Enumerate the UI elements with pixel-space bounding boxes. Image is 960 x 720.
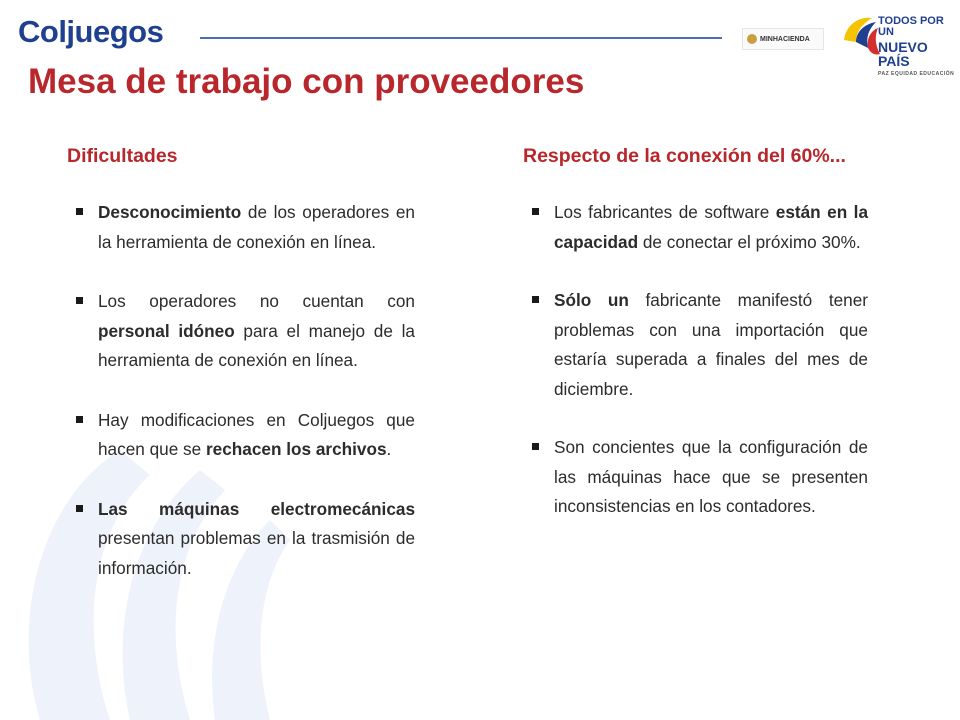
brand-name: Coljuegos (18, 14, 164, 49)
bullet-text: fabricante manifestó tener problemas con una importación que estaría superada a finales del mes de diciembre. (554, 290, 869, 399)
bullet-text: de conectar el próximo 30%. (638, 231, 861, 252)
square-bullet-icon (532, 208, 539, 215)
coljuegos-logo[interactable] (18, 14, 163, 50)
bullet-item (523, 286, 868, 404)
bullet-text: de los operadores en la herramienta de conexión en línea. (98, 202, 415, 252)
square-bullet-icon (76, 416, 83, 423)
bullet-text-bold: Las máquinas electromecánicas (98, 498, 415, 519)
right-heading: Respecto de la conexión del 60%... (523, 145, 846, 167)
left-column (67, 145, 415, 613)
seal-icon (747, 34, 757, 44)
square-bullet-icon (76, 505, 83, 512)
left-heading: Dificultades (67, 145, 178, 167)
bullet-item (523, 433, 868, 522)
bullet-text-bold: Sólo un (554, 290, 629, 310)
bullet-text: para el manejo de la herramienta de conexión en línea. (98, 320, 415, 370)
square-bullet-icon (532, 443, 539, 450)
bullet-text-bold: Desconocimiento (98, 202, 242, 222)
bullet-text-bold: personal idóneo (98, 320, 235, 341)
bullet-text-bold: rechacen los archivos (205, 439, 387, 459)
bullet-item (67, 406, 415, 465)
bullet-text: presentan problemas en la trasmisión de información. (98, 528, 415, 578)
square-bullet-icon (532, 296, 539, 303)
gov-slogan-line2: NUEVO PAÍS (878, 39, 928, 69)
bullet-item (523, 198, 868, 257)
gov-slogan-line3: PAZ EQUIDAD EDUCACIÓN (878, 71, 955, 77)
minhacienda-logo (742, 28, 824, 50)
bullet-text: Los operadores no cuentan con (98, 291, 415, 311)
right-column (523, 145, 868, 551)
bullet-item (67, 287, 415, 376)
bullet-text: Son concientes que la configuración de las máquinas hace que se presenten inconsistencias en los contadores. (554, 437, 868, 516)
bullet-item (67, 495, 415, 584)
minhacienda-label: MINHACIENDA (760, 35, 810, 43)
square-bullet-icon (76, 297, 83, 304)
gov-slogan-line1: TODOS POR UN (878, 15, 944, 38)
right-bullet-list (523, 198, 868, 522)
header-divider (200, 37, 722, 39)
bullet-text: Los fabricantes de software (554, 202, 776, 222)
bullet-item (67, 198, 415, 257)
gov-slogan (878, 16, 956, 77)
bullet-text: Hay modificaciones en Coljuegos que hacen que se (98, 409, 415, 459)
square-bullet-icon (76, 208, 83, 215)
left-bullet-list (67, 198, 415, 583)
page-title: Mesa de trabajo con proveedores (28, 62, 585, 101)
bullet-text-bold: están en la capacidad (554, 202, 869, 252)
bullet-text: . (386, 439, 392, 459)
